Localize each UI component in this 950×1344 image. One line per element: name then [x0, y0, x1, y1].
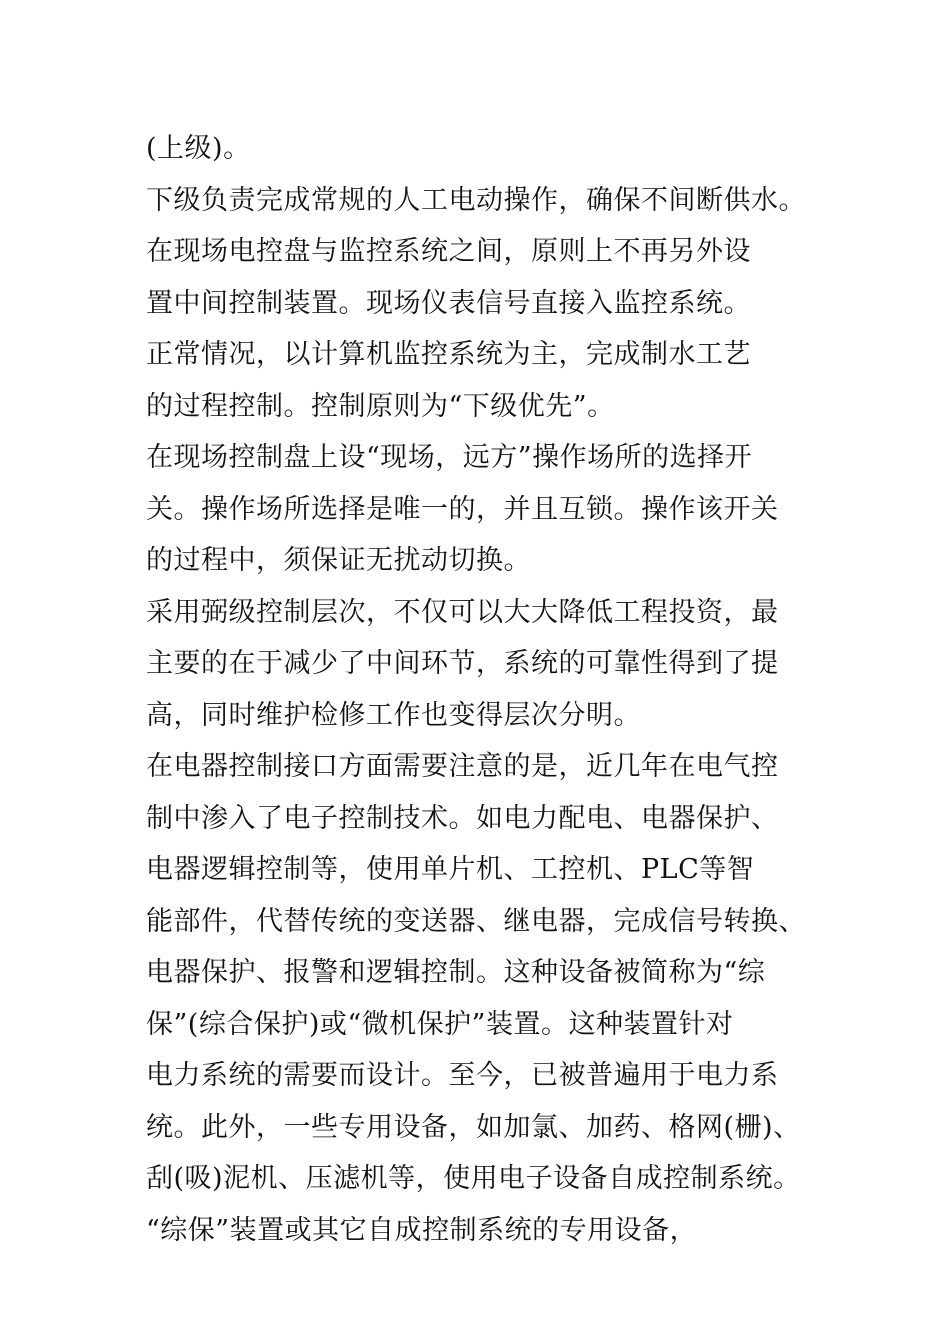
text-line: 采用弼级控制层次，不仅可以大大降低工程投资，最 — [146, 596, 779, 628]
text-line: 刮(吸)泥机、压滤机等，使用电子设备自成控制系统。 — [146, 1163, 801, 1194]
text-line: 关。操作场所选择是唯一的，并且互锁。操作该开关 — [146, 493, 779, 525]
body-text — [146, 130, 846, 1263]
text-line: 电器逻辑控制等，使用单片机、工控机、PLC等智 — [146, 854, 755, 885]
text-line: 在现场电控盘与监控系统之间，原则上不再另外设 — [146, 236, 751, 267]
text-line: 保”(综合保护)或“微机保护”装置。这种装置针对 — [146, 1008, 734, 1040]
text-line: (上级)。 — [146, 133, 251, 164]
text-line: 高，同时维护检修工作也变得层次分明。 — [146, 699, 641, 731]
text-line: 置中间控制装置。现场仪表信号直接入监控系统。 — [146, 287, 751, 319]
text-line: “综保”装置或其它自成控制系统的专用设备， — [146, 1214, 698, 1246]
text-line: 在电器控制接口方面需要注意的是，近几年在电气控 — [146, 751, 779, 782]
text-line: 的过程中，须保证无扰动切换。 — [146, 545, 531, 576]
text-line: 下级负责完成常规的人工电动操作，确保不间断供水。 — [146, 184, 806, 216]
text-line: 能部件，代替传统的变送器、继电器，完成信号转换、 — [146, 905, 806, 937]
text-line: 统。此外，一些专用设备，如加氯、加药、格网(栅)、 — [146, 1111, 801, 1143]
text-line: 制中渗入了电子控制技术。如电力配电、电器保护、 — [146, 802, 779, 834]
text-line: 电器保护、报警和逻辑控制。这种设备被简称为“综 — [146, 957, 766, 988]
text-line: 正常情况，以计算机监控系统为主，完成制水工艺 — [146, 339, 751, 370]
text-line: 在现场控制盘上设“现场，远方”操作场所的选择开 — [146, 442, 753, 473]
text-line: 主要的在于减少了中间环节，系统的可靠性得到了提 — [146, 648, 779, 679]
text-line: 电力系统的需要而设计。至今，已被普遍用于电力系 — [146, 1060, 779, 1091]
text-line: 的过程控制。控制原则为“下级优先”。 — [146, 390, 615, 422]
